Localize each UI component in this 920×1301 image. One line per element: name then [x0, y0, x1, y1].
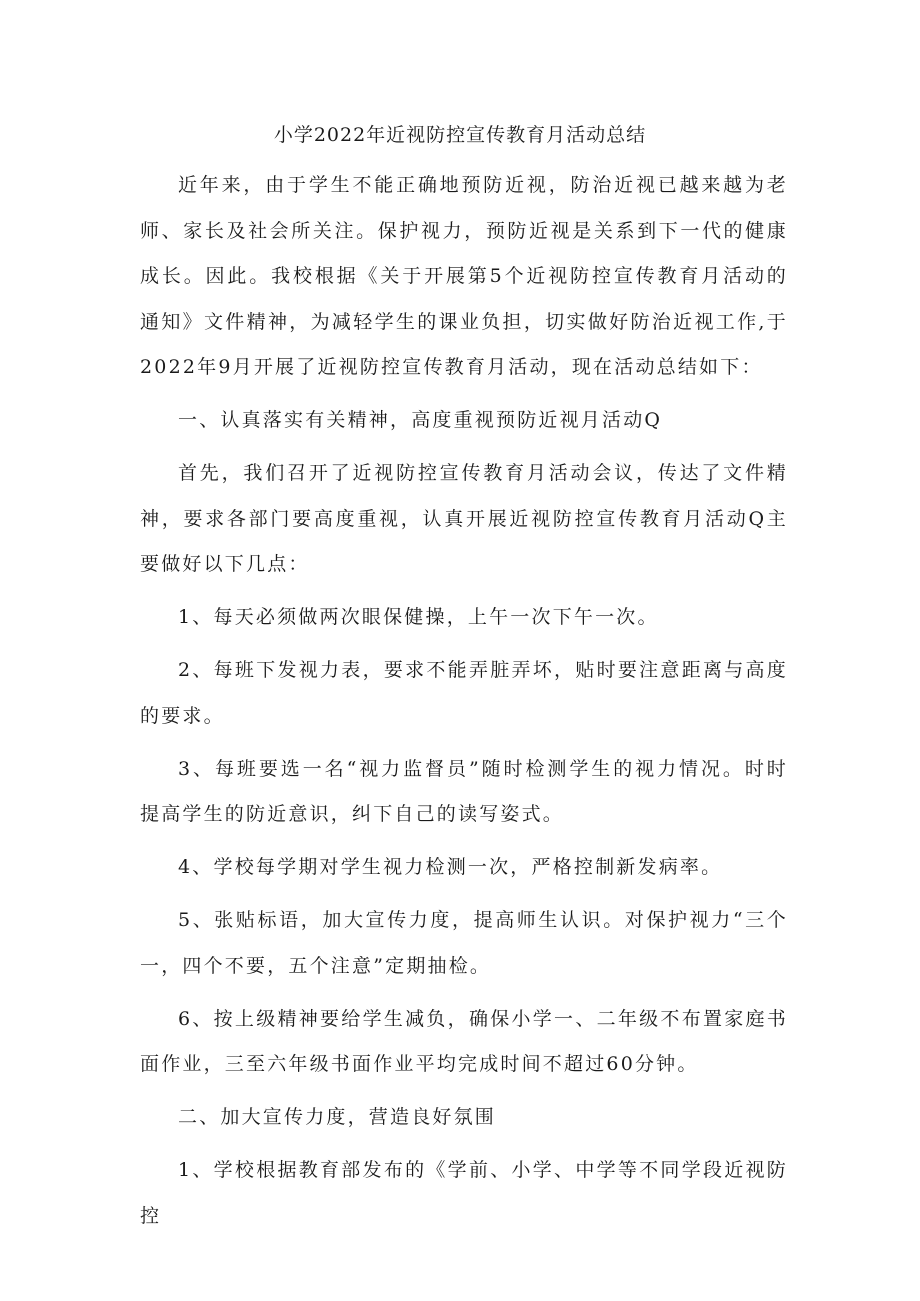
list-item-1: 1、每天必须做两次眼保健操，上午一次下午一次。	[178, 606, 659, 628]
list-item-2: 2、每班下发视力表，要求不能弄脏弄坏，贴时要注意距离与高度的要求。	[140, 659, 788, 727]
document-title: 小学2022年近视防控宣传教育月活动总结	[273, 124, 647, 146]
paragraph-meeting: 首先，我们召开了近视防控宣传教育月活动会议，传达了文件精神，要求各部门要高度重视，认真开展近视防控宣传教育月活动Q主要做好以下几点：	[140, 462, 788, 575]
heading-section-1: 一、认真落实有关精神，高度重视预防近视月活动Q	[178, 409, 663, 431]
paragraph-publicity: 1、学校根据教育部发布的《学前、小学、中学等不同学段近视防控	[140, 1159, 788, 1227]
paragraph-intro: 近年来，由于学生不能正确地预防近视，防治近视已越来越为老师、家长及社会所关注。保护视力，预防近视是关系到下一代的健康成长。因此。我校根据《关于开展第5个近视防控宣传教育月活动的通知》文件精神，为减轻学生的课业负担，切实做好防治近视工作,于2022年9月开展了近视防控宣传教育月活动，现在活动总结如下：	[140, 174, 788, 378]
list-item-3: 3、每班要选一名“视力监督员”随时检测学生的视力情况。时时提高学生的防近意识，纠下自己的读写姿式。	[140, 757, 788, 825]
list-item-5: 5、张贴标语，加大宣传力度，提高师生认识。对保护视力“三个一，四个不要，五个注意”定期抽检。	[140, 909, 788, 977]
list-item-6: 6、按上级精神要给学生减负，确保小学一、二年级不布置家庭书面作业，三至六年级书面作业平均完成时间不超过60分钟。	[140, 1007, 788, 1075]
document-body	[140, 163, 788, 1247]
heading-section-2: 二、加大宣传力度，营造良好氛围	[178, 1106, 497, 1128]
list-item-4: 4、学校每学期对学生视力检测一次，严格控制新发病率。	[178, 856, 723, 878]
